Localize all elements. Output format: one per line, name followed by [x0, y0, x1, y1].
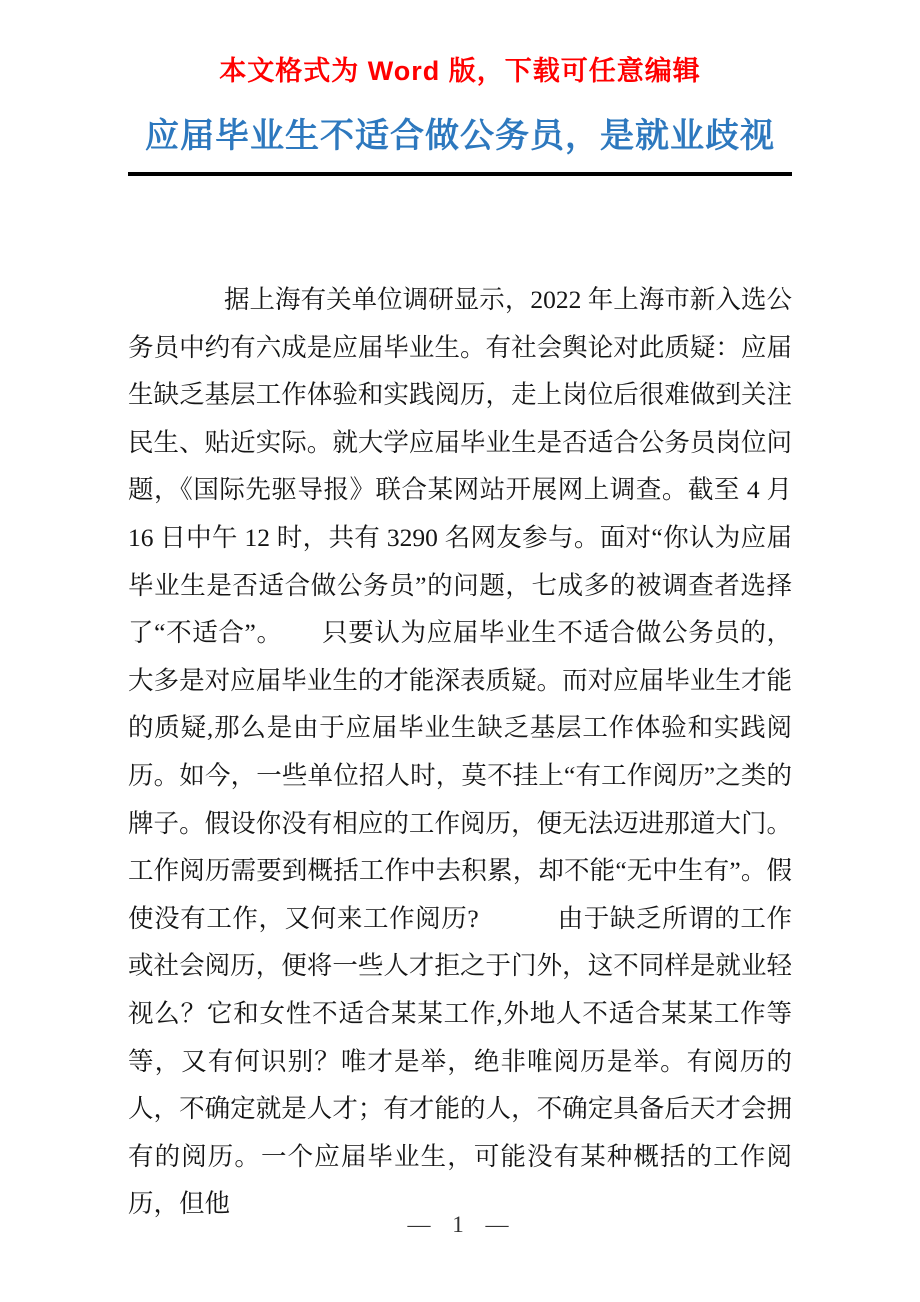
format-notice: 本文格式为 Word 版，下载可任意编辑 [219, 56, 701, 86]
page-number: — 1 — [407, 1212, 513, 1237]
document-content-column [128, 52, 792, 1228]
title-divider [128, 172, 792, 176]
body-paragraph: 据上海有关单位调研显示，2022 年上海市新入选公务员中约有六成是应届毕业生。有社会舆论对此质疑：应届生缺乏基层工作体验和实践阅历，走上岗位后很难做到关注民生、贴近实际。就大学应届毕业生是否适合公务员岗位问题，《国际先驱导报》联合某网站开展网上调查。截至 4 月 16 日中午 12 时，共有 3290 名网友参与。面对“你认为应届毕业生是否适合做公务员”的问题，七成多的被调查者选择了“不适合”。 只要认为应届毕业生不适合做公务员的，大多是对应届毕业生的才能深表质疑。而对应届毕业生才能的质疑,那么是由于应届毕业生缺乏基层工作体验和实践阅历。如今，一些单位招人时，莫不挂上“有工作阅历”之类的牌子。假设你没有相应的工作阅历，便无法迈进那道大门。工作阅历需要到概括工作中去积累，却不能“无中生有”。假使没有工作，又何来工作阅历? 由于缺乏所谓的工作或社会阅历，便将一些人才拒之于门外，这不同样是就业轻视么？它和女性不适合某某工作,外地人不适合某某工作等等，又有何识别？唯才是举，绝非唯阅历是举。有阅历的人，不确定就是人才；有才能的人，不确定具备后天才会拥有的阅历。一个应届毕业生，可能没有某种概括的工作阅历，但他 [128, 285, 792, 1219]
document-title: 应届毕业生不适合做公务员，是就业歧视 [145, 117, 775, 155]
